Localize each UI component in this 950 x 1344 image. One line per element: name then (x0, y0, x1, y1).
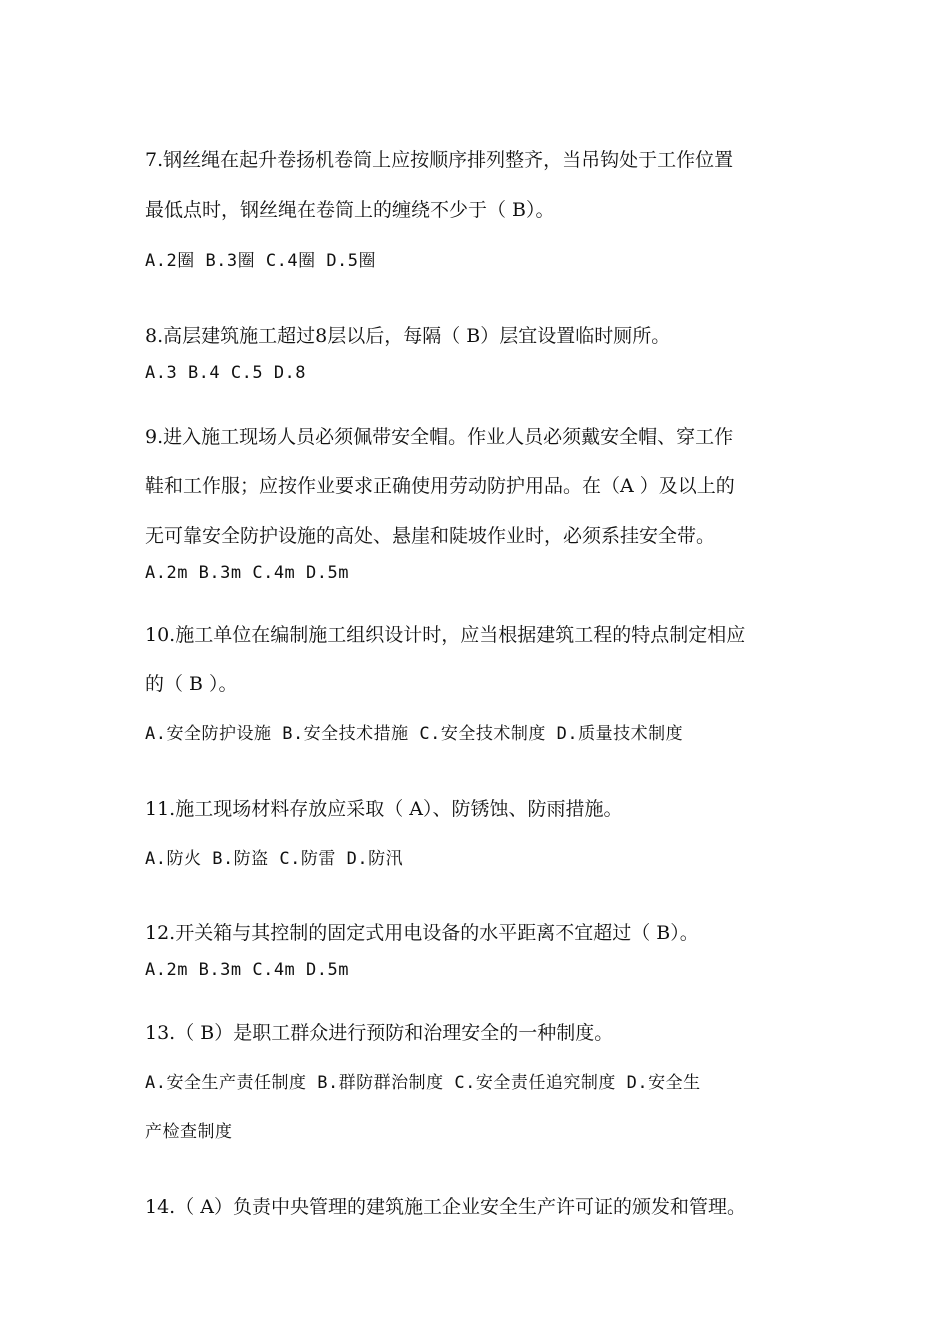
question-7-line-2: 最低点时，钢丝绳在卷筒上的缠绕不少于（ B）。 (145, 199, 555, 221)
question-12-line-1: 12.开关箱与其控制的固定式用电设备的水平距离不宜超过（ B）。 (145, 922, 699, 944)
question-11-line-1: 11.施工现场材料存放应采取（ A）、防锈蚀、防雨措施。 (145, 798, 623, 820)
question-7-line-1: 7.钢丝绳在起升卷扬机卷筒上应按顺序排列整齐，当吊钩处于工作位置 (145, 149, 734, 171)
question-8-options: A.3 B.4 C.5 D.8 (145, 363, 307, 383)
question-14-line-1: 14.（ A）负责中央管理的建筑施工企业安全生产许可证的颁发和管理。 (145, 1196, 746, 1218)
question-9-line-2: 鞋和工作服；应按作业要求正确使用劳动防护用品。在（A ）及以上的 (145, 475, 735, 497)
question-9-line-1: 9.进入施工现场人员必须佩带安全帽。作业人员必须戴安全帽、穿工作 (145, 426, 734, 448)
question-13-options-line-2: 产检查制度 (145, 1122, 233, 1142)
question-10-line-1: 10.施工单位在编制施工组织设计时，应当根据建筑工程的特点制定相应 (145, 624, 746, 646)
question-7-options: A.2圈 B.3圈 C.4圈 D.5圈 (145, 251, 377, 271)
question-8-line-1: 8.高层建筑施工超过8层以后，每隔（ B）层宜设置临时厕所。 (145, 325, 671, 347)
question-12-options: A.2m B.3m C.4m D.5m (145, 960, 349, 980)
question-10-line-2: 的（ B ）。 (145, 673, 238, 695)
question-9-line-3: 无可靠安全防护设施的高处、悬崖和陡坡作业时，必须系挂安全带。 (145, 525, 716, 547)
question-13-options-line-1: A.安全生产责任制度 B.群防群治制度 C.安全责任追究制度 D.安全生 (145, 1073, 701, 1093)
question-11-options: A.防火 B.防盗 C.防雷 D.防汛 (145, 849, 404, 869)
question-9-options: A.2m B.3m C.4m D.5m (145, 563, 349, 583)
question-13-line-1: 13.（ B）是职工群众进行预防和治理安全的一种制度。 (145, 1022, 614, 1044)
question-10-options: A.安全防护设施 B.安全技术措施 C.安全技术制度 D.质量技术制度 (145, 724, 684, 744)
